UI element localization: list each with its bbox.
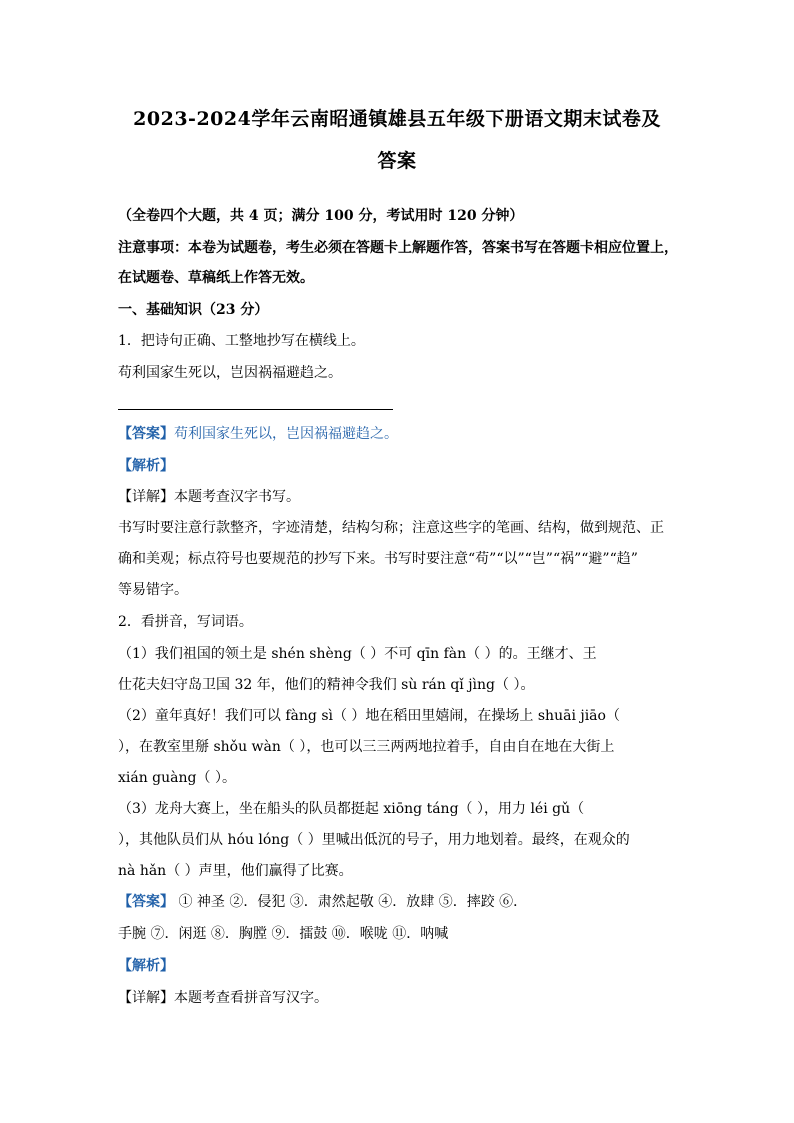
question-1-answer <box>118 424 398 444</box>
question-2-detail: 【详解】本题考查看拼音写汉字。 <box>118 990 328 1006</box>
question-2-line-4: ），在教室里掰 shǒu wàn（ ），也可以三三两两地拉着手，自由自在地在大街上 <box>118 739 615 755</box>
answer-underline <box>118 409 393 410</box>
question-2-line-5: xián guàng（ ）。 <box>118 770 236 786</box>
question-2-stem: 2．看拼音，写词语。 <box>118 614 253 630</box>
question-1-poem: 苟利国家生死以，岂因祸福避趋之。 <box>118 365 342 381</box>
page-title: 2023-2024学年云南昭通镇雄县五年级下册语文期末试卷及 <box>133 108 661 130</box>
question-2-line-6: （3）龙舟大赛上，坐在船头的队员都挺起 xiōng táng（ ），用力 léi gǔ（ <box>118 801 585 817</box>
page-title-continued: 答案 <box>377 150 417 172</box>
answer-list-1: ① 神圣 ②．侵犯 ③．肃然起敬 ④．放肆 ⑤．摔跤 ⑥． <box>174 894 528 910</box>
question-2-line-1: （1）我们祖国的领土是 shén shèng（ ）不可 qīn fàn（ ）的。王继才、王 <box>118 646 597 662</box>
question-1-detail: 【详解】本题考查汉字书写。 <box>118 489 300 505</box>
question-2-answer <box>118 892 527 912</box>
notice-line-1: 注意事项：本卷为试题卷，考生必须在答题卡上解题作答，答案书写在答题卡相应位置上， <box>118 240 678 256</box>
question-1-explain-2: 确和美观；标点符号也要规范的抄写下来。书写时要注意“苟”“以”“岂”“祸”“避”“趋” <box>118 551 638 567</box>
question-2-line-3: （2）童年真好！我们可以 fàng sì（ ）地在稻田里嬉闹，在操场上 shuāi jiāo（ <box>118 708 620 724</box>
section-heading: 一、基础知识（23 分） <box>118 302 269 318</box>
question-2-analysis-tag: 【解析】 <box>118 958 174 974</box>
answer-text: 苟利国家生死以，岂因祸福避趋之。 <box>174 426 398 442</box>
question-2-line-7: ），其他队员们从 hóu lóng（ ）里喊出低沉的号子，用力地划着。最终，在观众的 <box>118 832 630 848</box>
answer-tag: 【答案】 <box>118 894 174 910</box>
question-2-answer-continued: 手腕 ⑦．闲逛 ⑧．胸膛 ⑨．擂鼓 ⑩．喉咙 ⑪．呐喊 <box>118 926 449 942</box>
answer-tag: 【答案】 <box>118 426 174 442</box>
question-1-stem: 1．把诗句正确、工整地抄写在横线上。 <box>118 333 365 349</box>
question-1-explain-1: 书写时要注意行款整齐，字迹清楚，结构匀称；注意这些字的笔画、结构，做到规范、正 <box>118 520 664 536</box>
question-1-explain-3: 等易错字。 <box>118 582 188 598</box>
question-2-line-8: nà hǎn（ ）声里，他们赢得了比赛。 <box>118 863 353 879</box>
question-2-line-2: 仕花夫妇守岛卫国 32 年，他们的精神令我们 sù rán qǐ jìng（ ）。 <box>118 677 535 693</box>
exam-info: （全卷四个大题，共 4 页；满分 100 分，考试用时 120 分钟） <box>118 208 524 224</box>
notice-line-2: 在试题卷、草稿纸上作答无效。 <box>118 270 314 286</box>
question-1-analysis-tag: 【解析】 <box>118 458 174 474</box>
